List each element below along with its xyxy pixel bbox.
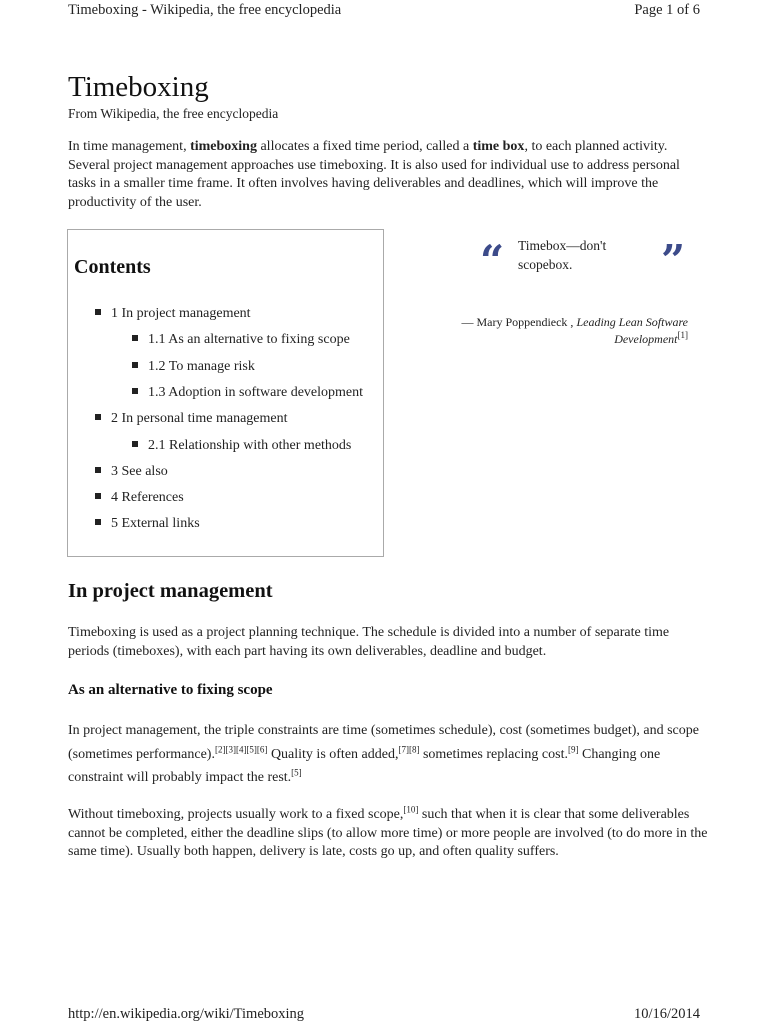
scope-paragraph: [68, 806, 708, 862]
toc-title: Contents: [74, 256, 151, 278]
bullet-icon: [132, 362, 138, 368]
citation[interactable]: [215, 744, 267, 754]
toc-link[interactable]: 2.1 Relationship with other methods: [148, 438, 352, 453]
bullet-icon: [132, 388, 138, 394]
page-url-link[interactable]: http://en.wikipedia.org/wiki/Timeboxing: [68, 1006, 305, 1022]
paragraph-text: sometimes replacing cost.: [419, 746, 568, 762]
citation[interactable]: [398, 744, 419, 754]
citation[interactable]: [678, 330, 689, 340]
toc-item[interactable]: [95, 305, 251, 323]
constraints-paragraph: [68, 719, 708, 790]
toc-link[interactable]: 2 In personal time management: [111, 411, 288, 426]
toc-item[interactable]: [95, 489, 184, 507]
citation-link[interactable]: [5]: [291, 767, 302, 778]
subsection-heading: As an alternative to fixing scope: [68, 682, 273, 698]
intro-term-timeboxing: timeboxing: [190, 139, 257, 154]
intro-text-1: In time management,: [68, 139, 191, 154]
citation[interactable]: [403, 804, 418, 814]
close-quote-icon: ”: [661, 236, 686, 285]
print-date: 10/16/2014: [633, 1006, 700, 1022]
paragraph-text: Changing one constraint will probably impact the rest.: [68, 746, 661, 785]
quote-author: — Mary Poppendieck ,: [461, 315, 577, 329]
page-indicator: Page 1 of 6: [634, 2, 700, 18]
toc-link[interactable]: 1.2 To manage risk: [148, 359, 255, 374]
toc-link[interactable]: 4 References: [111, 490, 184, 505]
toc-link[interactable]: 1.3 Adoption in software development: [148, 385, 364, 400]
print-header: [68, 0, 700, 20]
open-quote-icon: “: [480, 236, 505, 285]
toc-item[interactable]: [132, 384, 363, 402]
citation-link[interactable]: [9]: [568, 743, 579, 754]
quote-attribution: [458, 314, 688, 348]
bullet-icon: [95, 519, 101, 525]
toc-link[interactable]: 5 External links: [111, 516, 200, 531]
citation[interactable]: [568, 744, 579, 754]
citation-link[interactable]: [7][8]: [398, 743, 420, 754]
bullet-icon: [132, 335, 138, 341]
section-paragraph: Timeboxing is used as a project planning technique. The schedule is divided into a number of separate time periods (timeboxes), with each part having its own deliverables, deadline and budget.: [68, 625, 670, 659]
paragraph-text: such that when it is clear that some deliverables cannot be completed, either the deadline slips (to allow more time) or more people are involved (to do more in the same time). Usually both happen, delivery is late, costs go up, and often quality suffers.: [68, 807, 708, 860]
toc-link[interactable]: 1 In project management: [111, 306, 251, 321]
toc-item[interactable]: [132, 331, 350, 349]
toc-item[interactable]: [132, 437, 351, 455]
intro-paragraph: [68, 138, 700, 213]
toc-link[interactable]: 1.1 As an alternative to fixing scope: [148, 332, 350, 347]
bullet-icon: [95, 309, 101, 315]
paragraph-text: Without timeboxing, projects usually work to a fixed scope,: [68, 807, 404, 822]
toc-item[interactable]: [132, 358, 255, 376]
quote-source-title: Leading Lean Software Development: [576, 315, 688, 346]
citation[interactable]: [291, 767, 302, 777]
citation-link[interactable]: [2][3][4][5][6]: [214, 743, 268, 754]
toc-link[interactable]: 3 See also: [111, 464, 168, 479]
paragraph-text: In project management, the triple constraints are time (sometimes schedule), cost (sometimes budget), and scope (sometimes performance).: [68, 723, 699, 762]
toc-item[interactable]: [95, 463, 168, 481]
bullet-icon: [95, 414, 101, 420]
page-title: Timeboxing: [68, 71, 209, 103]
pull-quote-text: Timebox—don't scopebox.: [518, 238, 607, 272]
site-tagline: From Wikipedia, the free encyclopedia: [68, 106, 279, 121]
print-footer: [68, 1004, 700, 1024]
bullet-icon: [95, 493, 101, 499]
intro-text-3: , to each planned activity. Several project management approaches use timeboxing. It is also used for individual use to address personal tasks in a smaller time frame. It often involves having deliverables and deadlines, which will improve the productivity of the user.: [68, 139, 680, 211]
citation-link[interactable]: [10]: [403, 804, 419, 815]
toc-item[interactable]: [95, 410, 288, 428]
intro-term-time-box: time box: [472, 139, 525, 154]
toc-item[interactable]: [95, 515, 200, 533]
bullet-icon: [95, 467, 101, 473]
section-heading: In project management: [68, 580, 273, 602]
intro-text-2: allocates a fixed time period, called a: [256, 139, 473, 154]
paragraph-text: Quality is often added,: [267, 746, 399, 762]
citation-link[interactable]: [1]: [677, 330, 688, 340]
quote-source-link[interactable]: [576, 315, 688, 346]
bullet-icon: [132, 441, 138, 447]
print-header-title: Timeboxing - Wikipedia, the free encyclopedia: [68, 2, 342, 18]
